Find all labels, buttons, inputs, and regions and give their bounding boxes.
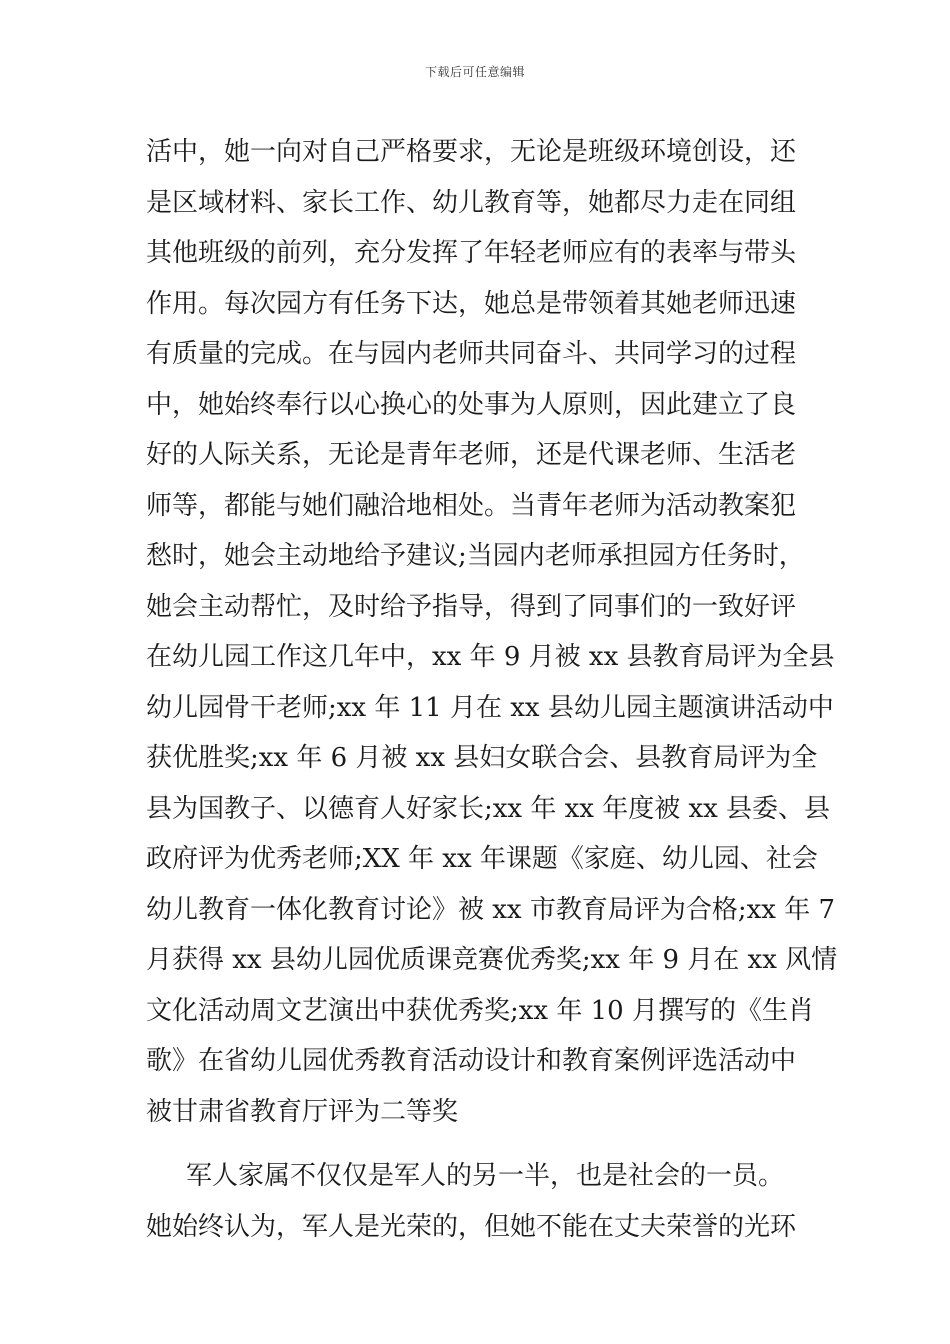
text-line: 政府评为优秀老师;XX 年 xx 年课题《家庭、幼儿园、社会 [146, 844, 818, 874]
document-body [146, 127, 838, 1252]
page-header: 下载后可任意编辑 [424, 65, 525, 79]
paragraph-1 [146, 127, 838, 1137]
text-line: 月获得 xx 县幼儿园优质课竞赛优秀奖;xx 年 9 月在 xx 风情 [146, 945, 838, 975]
text-line: 歌》在省幼儿园优秀教育活动设计和教育案例评选活动中 [146, 1046, 797, 1076]
text-line: 愁时，她会主动地给予建议;当园内老师承担园方任务时， [146, 541, 805, 571]
text-line: 县为国教子、以德育人好家长;xx 年 xx 年度被 xx 县委、县 [146, 793, 831, 824]
text-line: 文化活动周文艺演出中获优秀奖;xx 年 10 月撰写的《生肖 [146, 995, 814, 1026]
text-line: 作用。每次园方有任务下达，她总是带领着其她老师迅速 [146, 288, 797, 319]
text-line: 获优胜奖;xx 年 6 月被 xx 县妇女联合会、县教育局评为全 [146, 743, 818, 773]
paragraph-spacer [146, 1137, 816, 1151]
text-line: 有质量的完成。在与园内老师共同奋斗、共同学习的过程 [146, 339, 797, 369]
text-line: 军人家属不仅仅是军人的另一半，也是社会的一员。 [186, 1161, 785, 1191]
text-line: 幼儿园骨干老师;xx 年 11 月在 xx 县幼儿园主题演讲活动中 [146, 692, 834, 723]
text-line: 其他班级的前列，充分发挥了年轻老师应有的表率与带头 [146, 238, 797, 268]
text-line: 被甘肃省教育厅评为二等奖 [146, 1096, 459, 1127]
text-line: 好的人际关系，无论是青年老师，还是代课老师、生活老 [146, 440, 797, 470]
text-line: 活中，她一向对自己严格要求，无论是班级环境创设，还 [146, 137, 797, 167]
text-line: 师等，都能与她们融洽地相处。当青年老师为活动教案犯 [146, 490, 797, 521]
text-line: 她会主动帮忙，及时给予指导，得到了同事们的一致好评 [146, 591, 797, 622]
text-line: 幼儿教育一体化教育讨论》被 xx 市教育局评为合格;xx 年 7 [146, 894, 836, 925]
text-line: 她始终认为，军人是光荣的，但她不能在丈夫荣誉的光环 [146, 1211, 797, 1242]
paragraph-2 [146, 1151, 816, 1252]
text-line: 中，她始终奉行以心换心的处事为人原则，因此建立了良 [146, 389, 797, 420]
text-line: 在幼儿园工作这几年中，xx 年 9 月被 xx 县教育局评为全县 [146, 642, 835, 672]
text-line: 是区域材料、家长工作、幼儿教育等，她都尽力走在同组 [146, 187, 797, 218]
